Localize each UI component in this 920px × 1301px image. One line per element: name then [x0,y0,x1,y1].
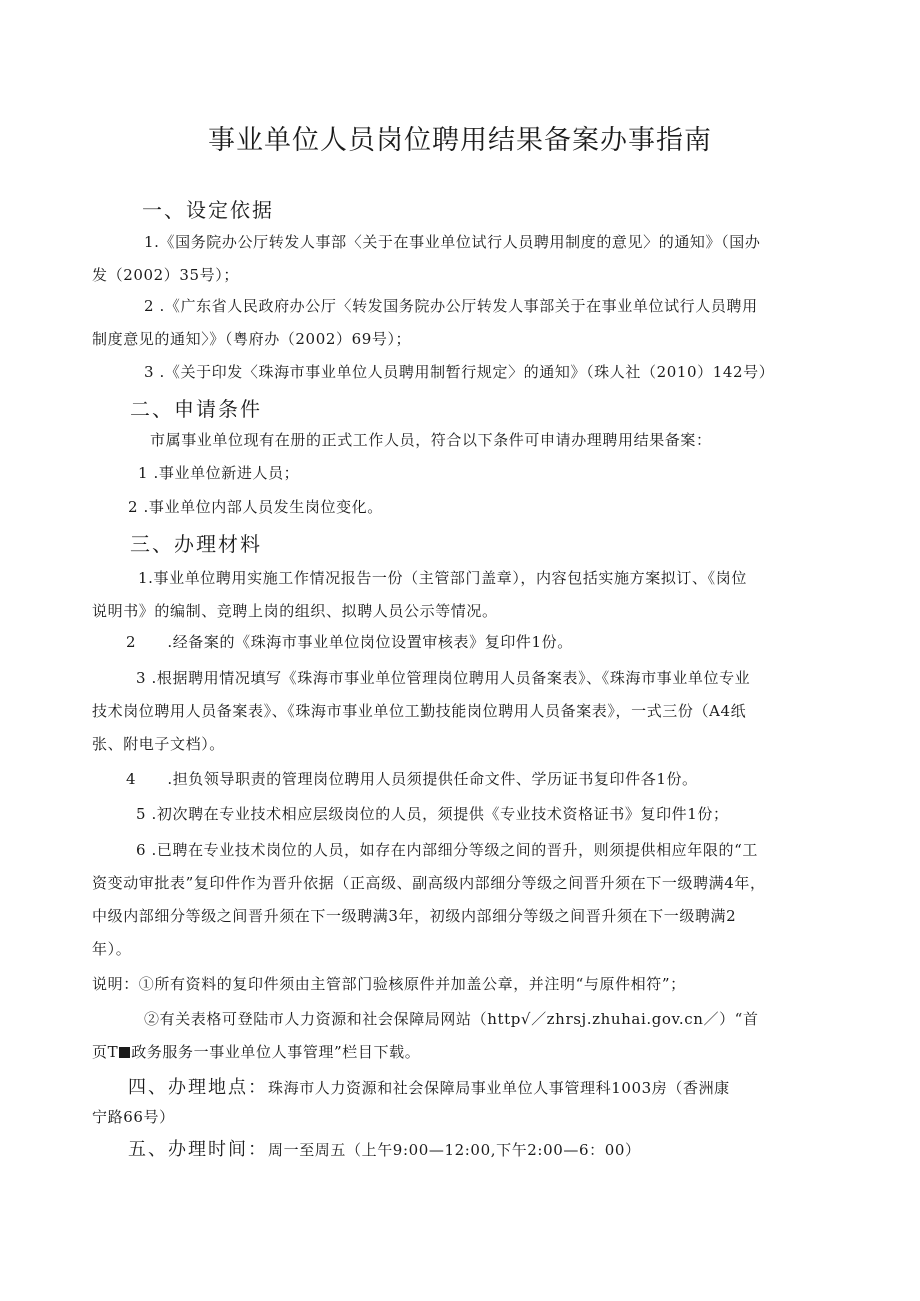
location-text-line-1: 珠海市人力资源和社会保障局事业单位人事管理科1003房（香洲康 [268,1079,730,1097]
condition-item-1: 1 .事业单位新进人员； [138,464,300,482]
black-square-icon [119,1047,130,1058]
section-heading-hours: 五、办理时间： [128,1139,268,1160]
basis-item-3 [92,356,832,389]
condition-item-2: 2 .事业单位内部人员发生岗位变化。 [128,498,383,516]
materials-note-2: ②有关表格可登陆市人力资源和社会保障局网站（http√／zhrsj.zhuhai.gov.cn／）“首 页T 政务服务一事业单位人事管理”栏目下载。 [92,1010,759,1061]
location-text-line-2: 宁路66号） [92,1108,175,1126]
materials-note-1: 说明：①所有资料的复印件须由主管部门验核原件并加盖公章，并注明“与原件相符”； [92,975,686,993]
materials-note-2-line-2-end: 政务服务一事业单位人事管理”栏目下载。 [131,1043,421,1061]
document-title: 事业单位人员岗位聘用结果备案办事指南 [208,125,712,156]
material-item-1: 1.事业单位聘用实施工作情况报告一份（主管部门盖章），内容包括实施方案拟订、《岗位 说明书》的编制、竞聘上岗的组织、拟聘人员公示等情况。 [92,569,747,620]
section-heading-location: 四、办理地点： [128,1077,268,1098]
material-item-6: 6 .已聘在专业技术岗位的人员，如存在内部细分等级之间的晋升，则须提供相应年限的“工 资变动审批表”复印件作为晋升依据（正高级、副高级内部细分等级之间晋升须在下一级聘满4年， 中级内部细分等级之间晋升须在下一级聘满3年，初级内部细分等级之间晋升须在下一级聘满2 年）。 [92,841,766,958]
basis-item-1-line-1: 1.《国务院办公厅转发人事部〈关于在事业单位试行人员聘用制度的意见〉的通知》（国办 [144,233,761,251]
section-hours [92,1133,832,1167]
conditions-intro: 市属事业单位现有在册的正式工作人员，符合以下条件可申请办理聘用结果备案： [150,431,712,449]
basis-item-2 [92,290,832,356]
materials-note-2-line-2-start: 页T [92,1043,119,1061]
section-heading-basis: 一、设定依据 [142,198,274,222]
basis-item-2-line-2: 制度意见的通知〉》（粤府办（2002）69号）； [92,330,412,348]
material-item-3: 3 .根据聘用情况填写《珠海市事业单位管理岗位聘用人员备案表》、《珠海市事业单位专业 技术岗位聘用人员备案表》、《珠海市事业单位工勤技能岗位聘用人员备案表》，一式三份（A4纸 张、附电子文档）。 [92,669,751,753]
basis-item-1-line-2: 发（2002）35号）； [92,266,239,284]
section-heading-materials: 三、办理材料 [130,532,262,556]
section-location [92,1071,832,1129]
material-item-2: 2 .经备案的《珠海市事业单位岗位设置审核表》复印件1份。 [126,633,573,651]
material-item-4: 4 .担负领导职责的管理岗位聘用人员须提供任命文件、学历证书复印件各1份。 [126,770,698,788]
section-heading-conditions: 二、申请条件 [130,397,262,421]
material-item-5: 5 .初次聘在专业技术相应层级岗位的人员，须提供《专业技术资格证书》复印件1份； [136,805,729,823]
hours-text: 周一至周五（上午9:00—12:00,下午2:00—6：00） [268,1141,641,1159]
basis-item-1 [92,226,832,292]
basis-item-3-line-1: 3 .《关于印发〈珠海市事业单位人员聘用制暂行规定〉的通知》（珠人社（2010）142号） [144,363,775,381]
basis-item-2-line-1: 2 .《广东省人民政府办公厅〈转发国务院办公厅转发人事部关于在事业单位试行人员聘用 [144,297,758,315]
